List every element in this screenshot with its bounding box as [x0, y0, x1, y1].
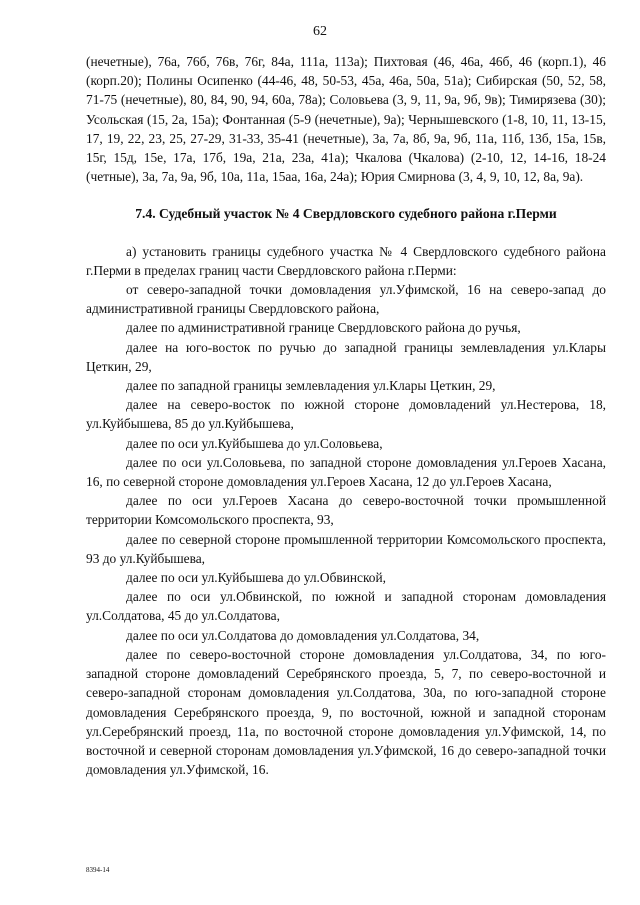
section-heading: 7.4. Судебный участок № 4 Свердловского судебного района г.Перми [135, 206, 557, 222]
paragraph: далее по западной границы землевладения ул.Клары Цеткин, 29, [126, 378, 496, 394]
paragraph: далее по оси ул.Обвинской, по южной и западной сторонам домовладения ул.Солдатова, 45 до ул.Солдатова, [86, 589, 606, 624]
paragraph: далее по оси ул.Соловьева, по западной стороне домовладения ул.Героев Хасана, 16, по северной стороне домовладения ул.Героев Хасана, 12 до ул.Героев Хасана, [86, 454, 606, 490]
footer-code: 8394-14 [86, 866, 110, 874]
document-body [86, 52, 606, 779]
paragraph: далее по оси ул.Куйбышева до ул.Обвинской, [126, 570, 387, 586]
paragraph: далее по северо-восточной стороне домовладения ул.Солдатова, 34, по юго-западной стороне домовладений Серебрянского проезда, 5, 7, по северо-восточной и северо-западной сторонам домовладения ул.Солдатова, 30а, по юго-западной стороне домовладения Серебрянского проезда, 9, по восточной, южной и западной сторонам ул.Серебрянский проезд, 11а, по восточной стороне домовладения ул.Уфимской, 14, по восточной и северной сторонам домовладения ул.Уфимской, 16 до северо-западной точки домовладения ул.Уфимской, 16. [86, 646, 606, 778]
page-number: 62 [313, 24, 327, 39]
paragraph: далее по административной границе Свердловского района до ручья, [126, 320, 521, 336]
paragraph: далее на юго-восток по ручью до западной границы землевладения ул.Клары Цеткин, 29, [86, 339, 606, 374]
paragraph: от северо-западной точки домовладения ул.Уфимской, 16 на северо-запад до административной границы Свердловского района, [86, 282, 606, 317]
paragraph: далее по северной стороне промышленной территории Комсомольского проспекта, 93 до ул.Куйбышева, [86, 531, 606, 566]
paragraph: далее по оси ул.Куйбышева до ул.Соловьева, [126, 435, 383, 451]
paragraph: а) установить границы судебного участка № 4 Свердловского судебного района г.Перми в пределах границ части Свердловского района г.Перми: [86, 243, 606, 278]
intro-paragraph: (нечетные), 76а, 76б, 76в, 76г, 84а, 111а, 113а); Пихтовая (46, 46а, 46б, 46 (корп.1), 46 (корп.20); Полины Осипенко (44-46, 48, 50-53, 45а, 46а, 50а, 51а); Сибирская (50, 52, 58, 71-75 (нечетные), 80, 84, 90, 94, 60а, 78а); Соловьева (3, 9, 11, 9а, 9б, 9в); Тимирязева (30); Усольская (15, 2а, 15а); Фонтанная (5-9 (нечетные), 9а); Чернышевского (1-8, 10, 11, 13-15, 17, 19, 22, 23, 25, 27-29, 31-33, 35-41 (нечетные), 3а, 7а, 8б, 9а, 9б, 11а, 11б, 13б, 15а, 15в, 15г, 15д, 15е, 17а, 17б, 19а, 21а, 23а, 41а); Чкалова (Чкалова) (2-10, 12, 14-16, 18-24 (четные), 3а, 7а, 9а, 9б, 10а, 11а, 15аа, 16а, 24а); Юрия Смирнова (3, 4, 9, 10, 12, 8а, 9а). [86, 54, 606, 185]
paragraph: далее по оси ул.Героев Хасана до северо-восточной точки промышленной территории Комсомольского проспекта, 93, [86, 493, 606, 528]
paragraph: далее по оси ул.Солдатова до домовладения ул.Солдатова, 34, [126, 627, 480, 643]
paragraph: далее на северо-восток по южной стороне домовладений ул.Нестерова, 18, ул.Куйбышева, 85 до ул.Куйбышева, [86, 397, 606, 432]
